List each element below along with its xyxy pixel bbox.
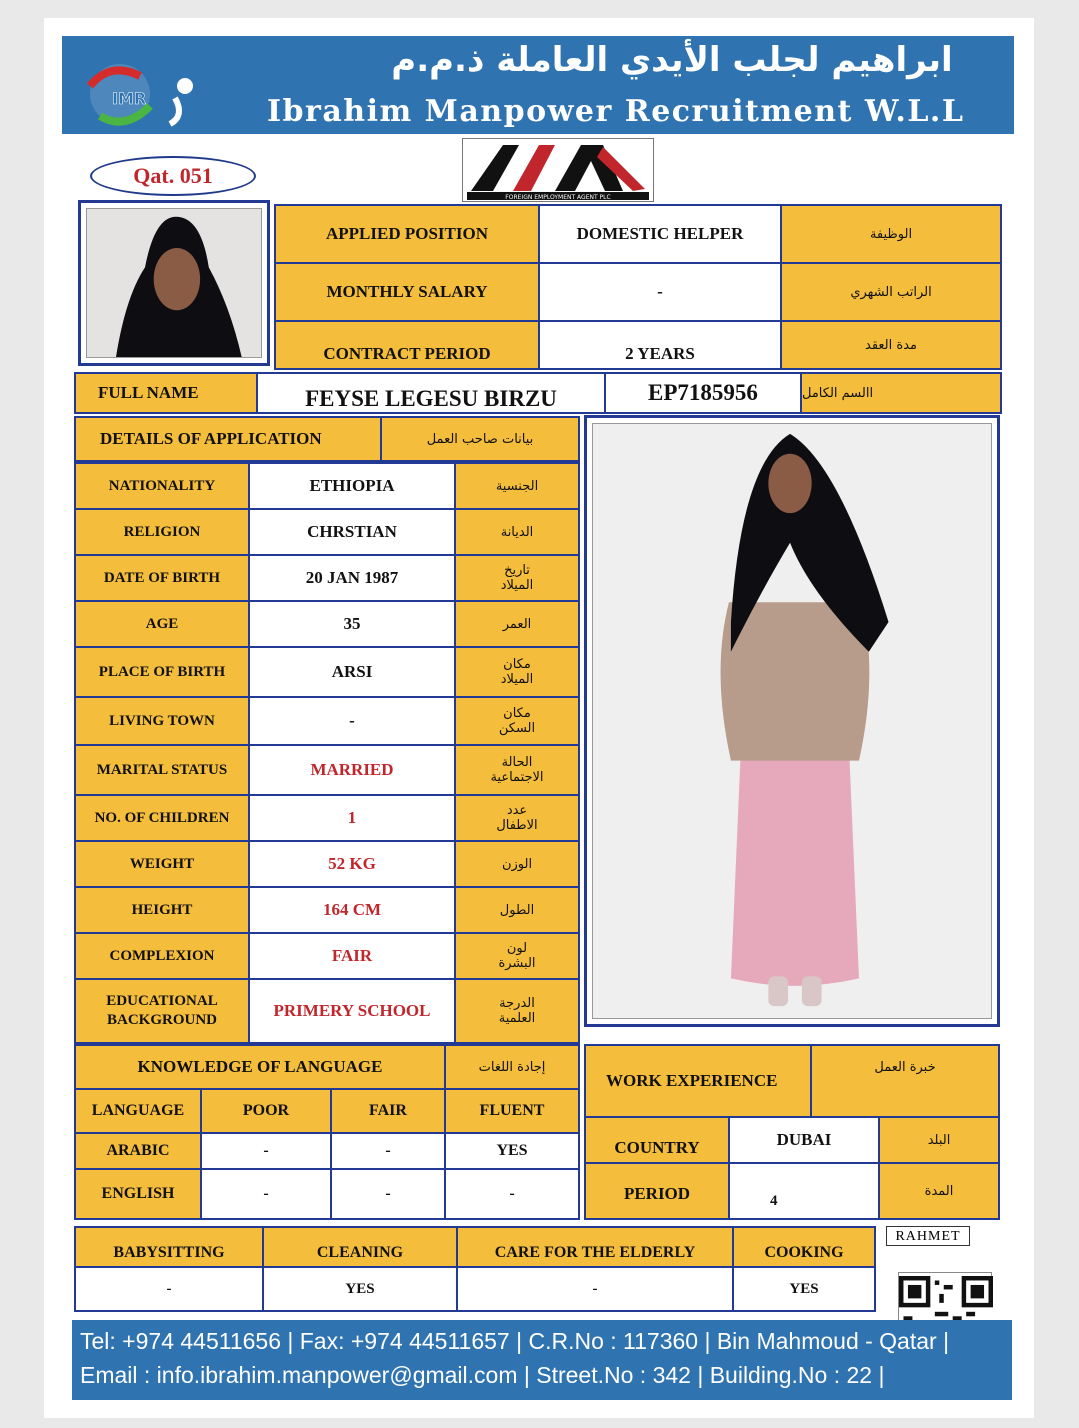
- full-name-label: FULL NAME: [74, 372, 258, 414]
- detail-arabic-7: عدد الاطفال: [454, 794, 580, 842]
- full-name-arabic: االسم الكامل: [800, 372, 1002, 414]
- detail-label-4: PLACE OF BIRTH: [74, 646, 250, 698]
- contract-period-label: CONTRACT PERIOD: [274, 320, 540, 370]
- reference-code: Qat. 051: [90, 156, 256, 196]
- detail-label-2: DATE OF BIRTH: [74, 554, 250, 602]
- applicant-full-body-photo: [584, 415, 1000, 1027]
- work-country-value: DUBAI: [728, 1116, 880, 1164]
- detail-arabic-11: الدرجة العلمية: [454, 978, 580, 1044]
- detail-value-4: ARSI: [248, 646, 456, 698]
- detail-value-11: PRIMERY SCHOOL: [248, 978, 456, 1044]
- work-period-label: PERIOD: [584, 1162, 730, 1220]
- applicant-portrait-photo: [78, 200, 270, 366]
- detail-value-7: 1: [248, 794, 456, 842]
- work-period-value: 4: [728, 1162, 880, 1220]
- detail-arabic-0: الجنسية: [454, 462, 580, 510]
- skill-value-1: YES: [262, 1266, 458, 1312]
- detail-arabic-9: الطول: [454, 886, 580, 934]
- work-experience-header: WORK EXPERIENCE: [584, 1044, 812, 1118]
- skill-label-1: CLEANING: [262, 1226, 458, 1268]
- work-country-arabic: البلد: [878, 1116, 1000, 1164]
- monthly-salary-arabic: الراتب الشهري: [780, 262, 1002, 322]
- detail-label-10: COMPLEXION: [74, 932, 250, 980]
- company-name-arabic: ابراهيم لجلب الأيدي العاملة ذ.م.م: [391, 40, 953, 80]
- applied-position-arabic: الوظيفة: [780, 204, 1002, 264]
- detail-label-1: RELIGION: [74, 508, 250, 556]
- footer-contact-line-2: Email : info.ibrahim.manpower@gmail.com | Street.No : 342 | Building.No : 22 |: [80, 1362, 885, 1388]
- atm-agent-logo: [462, 138, 654, 202]
- detail-label-7: NO. OF CHILDREN: [74, 794, 250, 842]
- footer-contact-line-1: Tel: +974 44511656 | Fax: +974 44511657 | C.R.No : 117360 | Bin Mahmoud - Qatar |: [80, 1328, 950, 1354]
- detail-value-8: 52 KG: [248, 840, 456, 888]
- language-cell-1-3: -: [444, 1168, 580, 1220]
- detail-arabic-4: مكان الميلاد: [454, 646, 580, 698]
- detail-label-3: AGE: [74, 600, 250, 648]
- language-col-3: FLUENT: [444, 1088, 580, 1134]
- detail-value-6: MARRIED: [248, 744, 456, 796]
- company-name-english: Ibrahim Manpower Recruitment W.L.L: [267, 94, 965, 129]
- language-header: KNOWLEDGE OF LANGUAGE: [74, 1044, 446, 1090]
- detail-value-0: ETHIOPIA: [248, 462, 456, 510]
- skill-value-0: -: [74, 1266, 264, 1312]
- detail-arabic-2: تاريخ الميلاد: [454, 554, 580, 602]
- work-experience-arabic: خبرة العمل: [810, 1044, 1000, 1118]
- detail-arabic-5: مكان السكن: [454, 696, 580, 746]
- detail-arabic-10: لون البشرة: [454, 932, 580, 980]
- detail-arabic-3: العمر: [454, 600, 580, 648]
- language-cell-0-3: YES: [444, 1132, 580, 1170]
- work-country-label: COUNTRY: [584, 1116, 730, 1164]
- skill-value-2: -: [456, 1266, 734, 1312]
- detail-value-1: CHRSTIAN: [248, 508, 456, 556]
- language-cell-1-1: -: [200, 1168, 332, 1220]
- monthly-salary-value: -: [538, 262, 782, 322]
- monthly-salary-label: MONTHLY SALARY: [274, 262, 540, 322]
- company-banner: [62, 36, 1014, 134]
- agent-stamp: RAHMET: [886, 1226, 970, 1246]
- detail-arabic-8: الوزن: [454, 840, 580, 888]
- skill-label-2: CARE FOR THE ELDERLY: [456, 1226, 734, 1268]
- language-col-0: LANGUAGE: [74, 1088, 202, 1134]
- contact-footer: [72, 1320, 1012, 1400]
- detail-value-3: 35: [248, 600, 456, 648]
- applied-position-label: APPLIED POSITION: [274, 204, 540, 264]
- imr-logo-text: IMR: [112, 89, 147, 108]
- language-cell-0-2: -: [330, 1132, 446, 1170]
- skill-label-3: COOKING: [732, 1226, 876, 1268]
- detail-value-9: 164 CM: [248, 886, 456, 934]
- detail-label-6: MARITAL STATUS: [74, 744, 250, 796]
- contract-period-value: 2 YEARS: [538, 320, 782, 370]
- detail-label-8: WEIGHT: [74, 840, 250, 888]
- detail-arabic-6: الحالة الاجتماعية: [454, 744, 580, 796]
- detail-value-5: -: [248, 696, 456, 746]
- detail-label-11: EDUCATIONAL BACKGROUND: [74, 978, 250, 1044]
- passport-number: EP7185956: [604, 372, 802, 414]
- language-header-arabic: إجادة اللغات: [444, 1044, 580, 1090]
- language-cell-0-1: -: [200, 1132, 332, 1170]
- work-period-arabic: المدة: [878, 1162, 1000, 1220]
- svg-text:FOREIGN EMPLOYMENT AGENT PLC: FOREIGN EMPLOYMENT AGENT PLC: [505, 194, 611, 201]
- language-col-1: POOR: [200, 1088, 332, 1134]
- imr-logo: [80, 56, 195, 132]
- contract-period-arabic: مدة العقد: [780, 320, 1002, 370]
- detail-label-0: NATIONALITY: [74, 462, 250, 510]
- language-cell-0-0: ARABIC: [74, 1132, 202, 1170]
- skill-value-3: YES: [732, 1266, 876, 1312]
- applied-position-value: DOMESTIC HELPER: [538, 204, 782, 264]
- details-header-arabic: بيانات صاحب العمل: [380, 416, 580, 462]
- full-name-value: FEYSE LEGESU BIRZU: [256, 372, 606, 414]
- detail-label-9: HEIGHT: [74, 886, 250, 934]
- detail-value-10: FAIR: [248, 932, 456, 980]
- language-cell-1-2: -: [330, 1168, 446, 1220]
- details-header: DETAILS OF APPLICATION: [74, 416, 382, 462]
- detail-value-2: 20 JAN 1987: [248, 554, 456, 602]
- detail-arabic-1: الديانة: [454, 508, 580, 556]
- skill-label-0: BABYSITTING: [74, 1226, 264, 1268]
- detail-label-5: LIVING TOWN: [74, 696, 250, 746]
- language-cell-1-0: ENGLISH: [74, 1168, 202, 1220]
- language-col-2: FAIR: [330, 1088, 446, 1134]
